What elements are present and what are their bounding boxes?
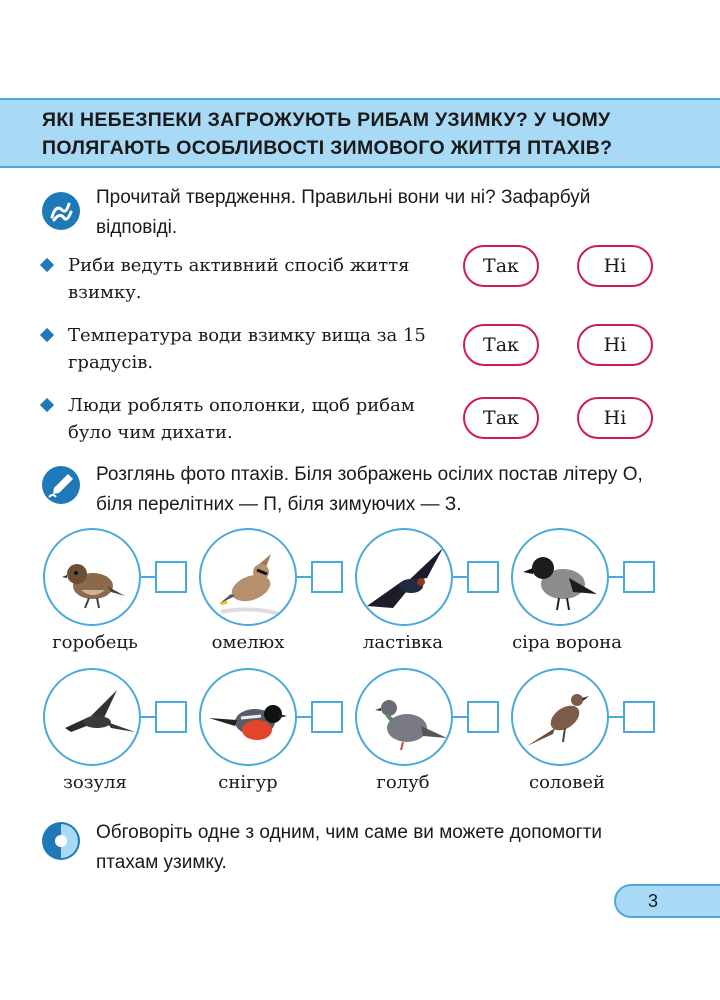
statement-1	[42, 252, 462, 306]
connector-line	[609, 716, 623, 718]
answer-box-swallow[interactable]	[467, 561, 499, 593]
yes-answer-3[interactable]: Так	[463, 397, 539, 439]
task2-instruction: Розглянь фото птахів. Біля зображень осілих постав літеру О, біля перелітних — П, біля зимуючих — З.	[96, 464, 643, 515]
bird-label: омелюх	[211, 632, 285, 653]
bird-label: соловей	[529, 772, 605, 793]
page-number-tab	[614, 884, 720, 918]
no-answer-1[interactable]: Ні	[577, 245, 653, 287]
bird-label: ластівка	[362, 632, 444, 653]
swallow-icon	[355, 528, 453, 626]
answer-box-sparrow[interactable]	[155, 561, 187, 593]
connector-line	[609, 576, 623, 578]
pigeon-icon	[355, 668, 453, 766]
answer-box-bullfinch[interactable]	[311, 701, 343, 733]
section-header	[0, 98, 720, 168]
statement-2	[42, 322, 462, 376]
discussion-icon	[42, 822, 80, 860]
no-answer-2[interactable]: Ні	[577, 324, 653, 366]
bird-label: снігур	[218, 772, 278, 793]
connector-line	[141, 576, 155, 578]
bird-label: голуб	[376, 772, 430, 793]
answer-box-pigeon[interactable]	[467, 701, 499, 733]
task3-instruction: Обговоріть одне з одним, чим саме ви можете допомогти птахам узимку.	[96, 822, 602, 873]
task1-instruction: Прочитай твердження. Правильні вони чи ні? Зафарбуй відповіді.	[96, 187, 591, 238]
bird-label: горобець	[52, 632, 138, 653]
bird-label: зозуля	[63, 772, 127, 793]
connector-line	[297, 576, 311, 578]
connector-line	[297, 716, 311, 718]
sparrow-icon	[43, 528, 141, 626]
page-number: 3	[648, 891, 659, 911]
bullet-diamond-icon	[40, 258, 54, 272]
no-answer-3[interactable]: Ні	[577, 397, 653, 439]
statement-text: Температура води взимку вища за 15 градусів.	[68, 325, 426, 373]
nightingale-icon	[511, 668, 609, 766]
crow-icon	[511, 528, 609, 626]
pen-writing-icon	[42, 466, 80, 504]
bullet-diamond-icon	[40, 398, 54, 412]
statement-text: Риби ведуть активний спосіб життя взимку.	[68, 255, 410, 303]
statement-text: Люди роблять ополонки, щоб рибам було чим дихати.	[68, 395, 415, 443]
connector-line	[141, 716, 155, 718]
pencil-scribble-icon	[42, 192, 80, 230]
answer-box-waxwing[interactable]	[311, 561, 343, 593]
answer-box-nightingale[interactable]	[623, 701, 655, 733]
bird-label: сіра ворона	[512, 632, 622, 653]
yes-answer-1[interactable]: Так	[463, 245, 539, 287]
waxwing-icon	[199, 528, 297, 626]
yes-answer-2[interactable]: Так	[463, 324, 539, 366]
bullet-diamond-icon	[40, 328, 54, 342]
bullfinch-icon	[199, 668, 297, 766]
answer-box-crow[interactable]	[623, 561, 655, 593]
connector-line	[453, 576, 467, 578]
statement-3	[42, 392, 462, 446]
answer-box-cuckoo[interactable]	[155, 701, 187, 733]
connector-line	[453, 716, 467, 718]
section-title: ЯКІ НЕБЕЗПЕКИ ЗАГРОЖУЮТЬ РИБАМ УЗИМКУ? У ЧОМУ ПОЛЯГАЮТЬ ОСОБЛИВОСТІ ЗИМОВОГО ЖИТТЯ ПТАХІВ?	[42, 109, 613, 159]
cuckoo-icon	[43, 668, 141, 766]
